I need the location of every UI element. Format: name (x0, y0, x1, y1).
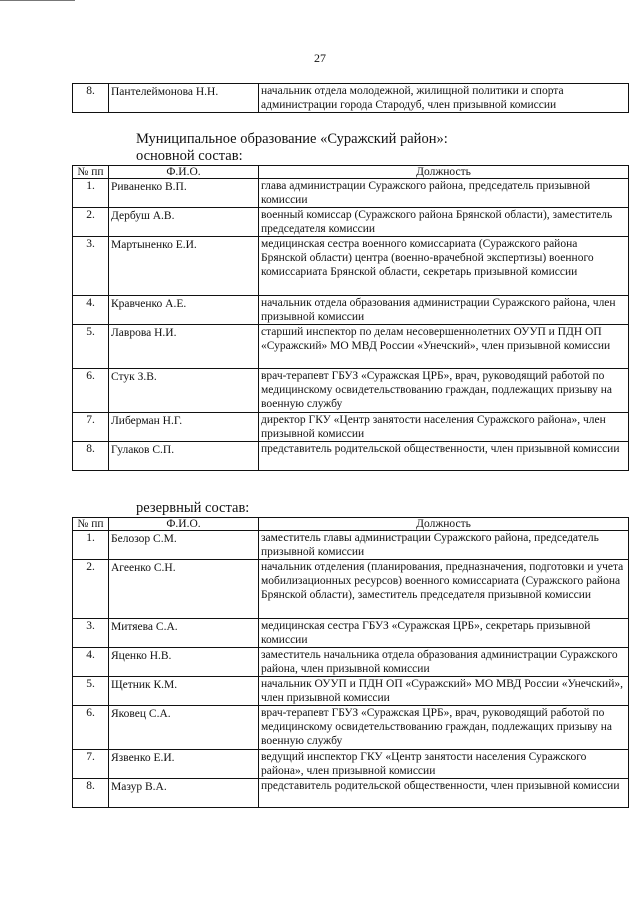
row-position: директор ГКУ «Центр занятости населения Суражского района», член призывной комиссии (259, 413, 629, 442)
row-number: 6. (73, 706, 109, 750)
table-row (73, 560, 629, 619)
row-name: Яковец С.А. (109, 706, 259, 750)
table-row (73, 750, 629, 779)
row-number: 3. (73, 619, 109, 648)
row-position: начальник ОУУП и ПДН ОП «Суражский» МО МВД России «Унечский», член призывной комиссии (259, 677, 629, 706)
row-name: Гулаков С.П. (109, 442, 259, 471)
row-name: Мазур В.А. (109, 779, 259, 808)
main-composition-heading: основной состав: (136, 148, 243, 164)
header-name: Ф.И.О. (109, 166, 259, 179)
table-row (73, 531, 629, 560)
row-number: 2. (73, 208, 109, 237)
row-position: заместитель главы администрации Суражского района, председатель призывной комиссии (259, 531, 629, 560)
row-number: 3. (73, 237, 109, 296)
header-num: № пп (73, 166, 109, 179)
row-name: Митяева С.А. (109, 619, 259, 648)
header-name: Ф.И.О. (109, 518, 259, 531)
table-row (73, 442, 629, 471)
table-row (73, 779, 629, 808)
row-name: Пантелеймонова Н.Н. (109, 84, 259, 113)
header-position: Должность (259, 518, 629, 531)
table-row (73, 296, 629, 325)
row-number: 4. (73, 648, 109, 677)
row-position: начальник отделения (планирования, предназначения, подготовки и учета мобилизационных ресурсов) военного комиссариата (Суражского района Брянской области), заместитель председателя призывной комиссии (259, 560, 629, 619)
row-name: Агеенко С.Н. (109, 560, 259, 619)
row-name: Мартыненко Е.И. (109, 237, 259, 296)
row-number: 5. (73, 677, 109, 706)
row-position: военный комиссар (Суражского района Брянской области), заместитель председателя комиссии (259, 208, 629, 237)
row-number: 4. (73, 296, 109, 325)
row-name: Стук З.В. (109, 369, 259, 413)
section-title: Муниципальное образование «Суражский район»: (136, 131, 448, 147)
table-row (73, 325, 629, 369)
row-name: Кравченко А.Е. (109, 296, 259, 325)
row-number: 8. (73, 442, 109, 471)
table-row (73, 413, 629, 442)
row-number: 1. (73, 179, 109, 208)
row-position: представитель родительской общественности, член призывной комиссии (259, 442, 629, 471)
row-position: старший инспектор по делам несовершеннолетних ОУУП и ПДН ОП «Суражский» МО МВД России «Унечский», член призывной комиссии (259, 325, 629, 369)
row-number: 5. (73, 325, 109, 369)
table-row (73, 208, 629, 237)
main-composition-table (72, 165, 629, 471)
row-number: 2. (73, 560, 109, 619)
row-name: Либерман Н.Г. (109, 413, 259, 442)
row-number: 8. (73, 84, 109, 113)
row-number: 7. (73, 413, 109, 442)
row-name: Риваненко В.П. (109, 179, 259, 208)
row-position: представитель родительской общественности, член призывной комиссии (259, 779, 629, 808)
row-position: медицинская сестра военного комиссариата (Суражского района Брянской области) центра (военно-врачебной экспертизы) военного комиссариата Брянской области, секретарь призывной комиссии (259, 237, 629, 296)
row-position: начальник отдела образования администрации Суражского района, член призывной комиссии (259, 296, 629, 325)
table-row (73, 677, 629, 706)
row-position: глава администрации Суражского района, председатель призывной комиссии (259, 179, 629, 208)
row-position: ведущий инспектор ГКУ «Центр занятости населения Суражского района», член призывной комиссии (259, 750, 629, 779)
header-position: Должность (259, 166, 629, 179)
table-row (73, 648, 629, 677)
row-position: врач-терапевт ГБУЗ «Суражская ЦРБ», врач, руководящий работой по медицинскому освидетельствованию граждан, подлежащих призыву на военную службу (259, 706, 629, 750)
row-position: начальник отдела молодежной, жилищной политики и спорта администрации города Стародуб, член призывной комиссии (259, 84, 629, 113)
header-num: № пп (73, 518, 109, 531)
row-position: медицинская сестра ГБУЗ «Суражская ЦРБ», секретарь призывной комиссии (259, 619, 629, 648)
table-row (73, 706, 629, 750)
table-row (73, 369, 629, 413)
table-header-row (73, 166, 629, 179)
table-row (73, 179, 629, 208)
row-position: заместитель начальника отдела образования администрации Суражского района, член призывной комиссии (259, 648, 629, 677)
row-name: Язвенко Е.И. (109, 750, 259, 779)
table-row (73, 237, 629, 296)
reserve-composition-heading: резервный состав: (136, 500, 250, 516)
table-row (73, 84, 629, 113)
table-row (73, 619, 629, 648)
row-name: Дербуш А.В. (109, 208, 259, 237)
row-number: 1. (73, 531, 109, 560)
top-edge-rule (0, 0, 75, 1)
reserve-composition-table (72, 517, 629, 808)
row-number: 8. (73, 779, 109, 808)
table-header-row (73, 518, 629, 531)
page-number: 27 (314, 51, 326, 65)
row-position: врач-терапевт ГБУЗ «Суражская ЦРБ», врач, руководящий работой по медицинскому освидетельствованию граждан, подлежащих призыву на военную службу (259, 369, 629, 413)
row-name: Белозор С.М. (109, 531, 259, 560)
row-name: Яценко Н.В. (109, 648, 259, 677)
top-table (72, 83, 629, 113)
row-number: 7. (73, 750, 109, 779)
row-name: Лаврова Н.И. (109, 325, 259, 369)
row-name: Щетник К.М. (109, 677, 259, 706)
row-number: 6. (73, 369, 109, 413)
